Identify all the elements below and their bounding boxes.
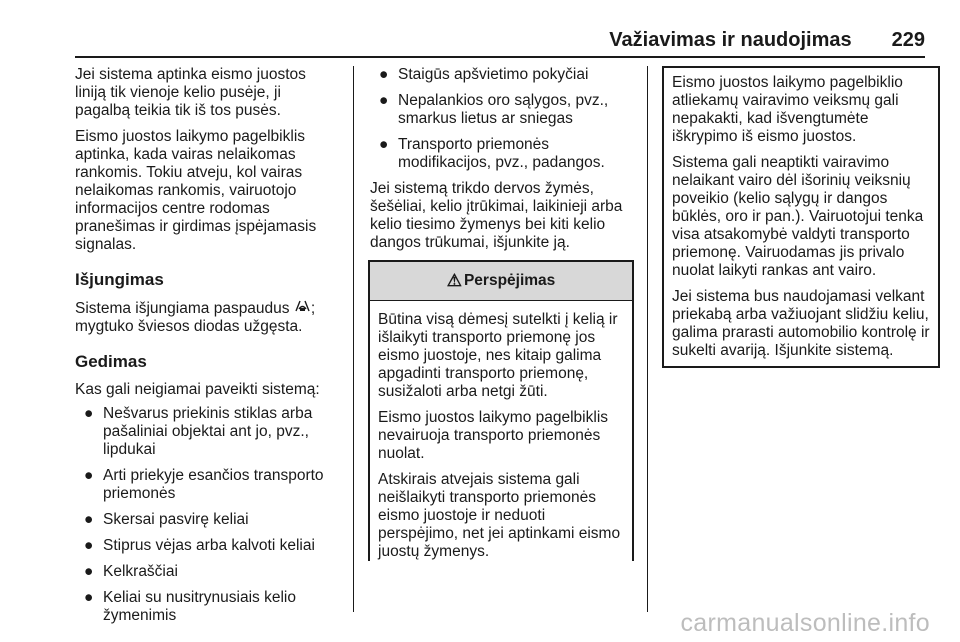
paragraph: Eismo juostos laikymo pagelbiklio atliekamų vairavimo veiksmų gali nepakakti, kad išvengtumėte iškrypimo iš eismo juostos.	[672, 74, 903, 145]
list-item: ● Arti priekyje esančios transporto priemonės	[84, 467, 324, 502]
section-title: Važiavimas ir naudojimas	[609, 29, 852, 51]
watermark: carmanualsonline.info	[680, 609, 930, 637]
list-item: ● Transporto priemonės modifikacijos, pvz., padangos.	[379, 136, 605, 171]
list-item: ● Nepalankios oro sąlygos, pvz., smarkus lietus ar sniegas	[379, 92, 609, 127]
paragraph: Jei sistema bus naudojamasi velkant priekabą arba važiuojant slidžiu keliu, galima prarasti automobilio kontrolę ir sukelti avariją. Išjunkite sistemą.	[672, 288, 930, 359]
bullet-list	[370, 66, 632, 172]
paragraph: Sistema išjungiama paspaudus ; mygtuko šviesos diodas užgęsta.	[75, 300, 316, 335]
warning-box	[368, 260, 634, 561]
paragraph: Jei sistema aptinka eismo juostos liniją tik vienoje kelio pusėje, ji pagalbą teikia tik iš tos pusės.	[75, 66, 306, 119]
bullet-list	[75, 405, 337, 625]
lane-keep-assist-icon	[294, 299, 311, 317]
list-item: ● Kelkraščiai	[84, 563, 178, 580]
page-number: 229	[891, 29, 925, 51]
heading-fault: Gedimas	[75, 352, 147, 371]
paragraph: Jei sistemą trikdo dervos žymės, šešėliai, kelio įtrūkimai, laikinieji arba kelio tiesimo žymenys bei kiti kelio dangos trūkumai, išjunkite ją.	[370, 180, 623, 251]
warning-body	[370, 301, 632, 561]
warning-header	[370, 262, 632, 301]
column-left	[75, 66, 337, 633]
heading-off: Išjungimas	[75, 270, 164, 289]
paragraph: Būtina visą dėmesį sutelkti į kelią ir išlaikyti transporto priemonę jos eismo juostoje, nes kitaip galima apgadinti transporto priemonę, susižaloti arba netgi žūti.	[378, 311, 618, 400]
paragraph: Eismo juostos laikymo pagelbiklis nevairuoja transporto priemonės nuolat.	[378, 409, 609, 462]
caution-box	[662, 66, 940, 368]
paragraph: Kas gali neigiamai paveikti sistemą:	[75, 381, 320, 398]
warning-triangle-icon: ⚠	[446, 271, 462, 290]
list-item: ● Stiprus vėjas arba kalvoti keliai	[84, 537, 315, 554]
list-item: ● Keliai su nusitrynusiais kelio žymenimis	[84, 589, 296, 624]
column-divider	[353, 66, 354, 612]
paragraph: Atskirais atvejais sistema gali neišlaikyti transporto priemonės eismo juostoje ir neduoti perspėjimo, net jei aptinkami eismo juostų žymenys.	[378, 471, 621, 560]
list-item: ● Nešvarus priekinis stiklas arba pašaliniai objektai ant jo, pvz., lipdukai	[84, 405, 313, 458]
list-item: ● Skersai pasvirę keliai	[84, 511, 249, 528]
paragraph: Sistema gali neaptikti vairavimo nelaikant vairo dėl išorinių veiksnių poveikio (kelio sąlygų ir dangos būklės, oro ir pan.). Vairuotojui tenka visa atsakomybė valdyti transporto priemonę. Vairuodamas jis privalo nuolat laikyti rankas ant vairo.	[672, 154, 924, 279]
list-item: ● Staigūs apšvietimo pokyčiai	[379, 66, 589, 83]
paragraph: Eismo juostos laikymo pagelbiklis aptinka, kada vairas nelaikomas rankomis. Tokiu atveju, kol vairas nelaikomas rankomis, vairuotojo informacijos centre rodomas pranešimas ir girdimas įspėjamasis signalas.	[75, 128, 317, 253]
column-right	[664, 66, 930, 368]
column-divider	[647, 66, 648, 612]
column-middle	[370, 66, 632, 569]
page-header	[75, 22, 925, 58]
warning-title: Perspėjimas	[463, 272, 556, 289]
